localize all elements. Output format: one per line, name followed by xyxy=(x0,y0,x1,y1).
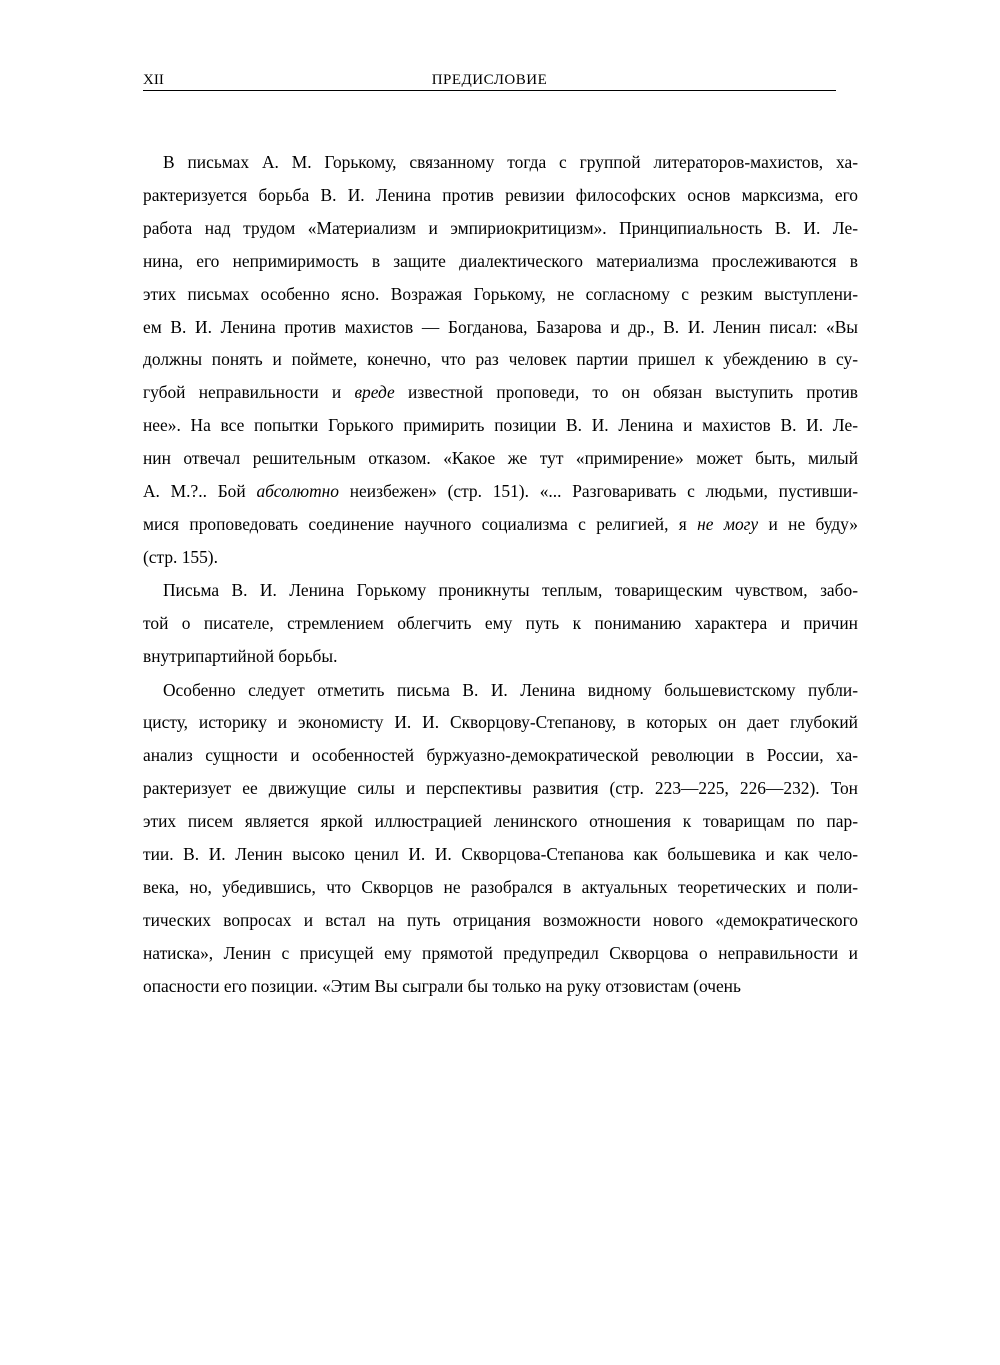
text-line: тических вопросах и встал на путь отрицания возможности нового «демократического xyxy=(143,909,858,930)
page-number: XII xyxy=(143,72,164,88)
italic-emphasis: абсолютно xyxy=(256,481,339,502)
text-line: должны понять и поймете, конечно, что раз человек партии пришел к убеждению в су- xyxy=(143,349,858,370)
text-line: ем В. И. Ленина против махистов — Богданова, Базарова и др., В. И. Ленин писал: «Вы xyxy=(143,316,858,337)
text-line: этих письмах особенно ясно. Возражая Горькому, не согласному с резким выступлени- xyxy=(143,283,858,304)
text-line: рактеризует ее движущие силы и перспективы развития (стр. 223—225, 226—232). Тон xyxy=(143,778,858,799)
text-line: нее». На все попытки Горького примирить позиции В. И. Ленина и махистов В. И. Ле- xyxy=(143,415,858,436)
text-line: этих писем является яркой иллюстрацией ленинского отношения к товарищам по пар- xyxy=(143,811,858,832)
italic-emphasis: не могу xyxy=(697,513,759,534)
text-line: внутрипартийной борьбы. xyxy=(143,646,338,667)
text-line: века, но, убедившись, что Скворцов не разобрался в актуальных теоретических и поли- xyxy=(143,876,858,897)
text-line: Особенно следует отметить письма В. И. Ленина видному большевистскому публи- xyxy=(163,679,858,700)
text-line: тии. В. И. Ленин высоко ценил И. И. Скворцова-Степанова как большевика и как чело- xyxy=(143,844,858,865)
italic-emphasis: вреде xyxy=(354,382,395,403)
text-line: мися проповедовать соединение научного социализма с религией, я не могу и не буду» xyxy=(143,513,858,534)
text-line: рактеризуется борьба В. И. Ленина против ревизии философских основ марксизма, его xyxy=(143,184,858,205)
paragraph-3 xyxy=(143,674,858,1003)
text-line: опасности его позиции. «Этим Вы сыграли бы только на руку отзовистам (очень xyxy=(143,975,741,996)
running-head xyxy=(143,70,836,91)
running-title: ПРЕДИСЛОВИЕ xyxy=(431,72,548,88)
text-line: нин отвечал решительным отказом. «Какое же тут «примирение» может быть, милый xyxy=(143,448,858,469)
text-line: (стр. 155). xyxy=(143,546,218,567)
text-line: В письмах А. М. Горькому, связанному тогда с группой литераторов-махистов, ха- xyxy=(163,152,858,172)
text-line: губой неправильности и вреде известной проповеди, то он обязан выступить против xyxy=(143,382,858,403)
text-line: А. М.?.. Бой абсолютно неизбежен» (стр. 151). «... Разговаривать с людьми, пустивши- xyxy=(143,481,858,502)
text-line: той о писателе, стремлением облегчить ему путь к пониманию характера и причин xyxy=(143,613,858,634)
text-line: работа над трудом «Материализм и эмпириокритицизм». Принципиальность В. И. Ле- xyxy=(143,217,858,238)
paragraph-2 xyxy=(143,574,858,673)
text-line: Письма В. И. Ленина Горькому проникнуты теплым, товарищеским чувством, забо- xyxy=(163,580,858,601)
body-text xyxy=(143,146,858,1003)
paragraph-1 xyxy=(143,146,858,574)
text-line: натиска», Ленин с присущей ему прямотой предупредил Скворцова о неправильности и xyxy=(143,942,858,963)
text-line: анализ сущности и особенностей буржуазно-демократической революции в России, ха- xyxy=(143,745,858,766)
text-line: нина, его непримиримость в защите диалектического материализма прослеживаются в xyxy=(143,250,858,271)
text-line: цисту, историку и экономисту И. И. Скворцову-Степанову, в которых он дает глубокий xyxy=(143,712,858,733)
